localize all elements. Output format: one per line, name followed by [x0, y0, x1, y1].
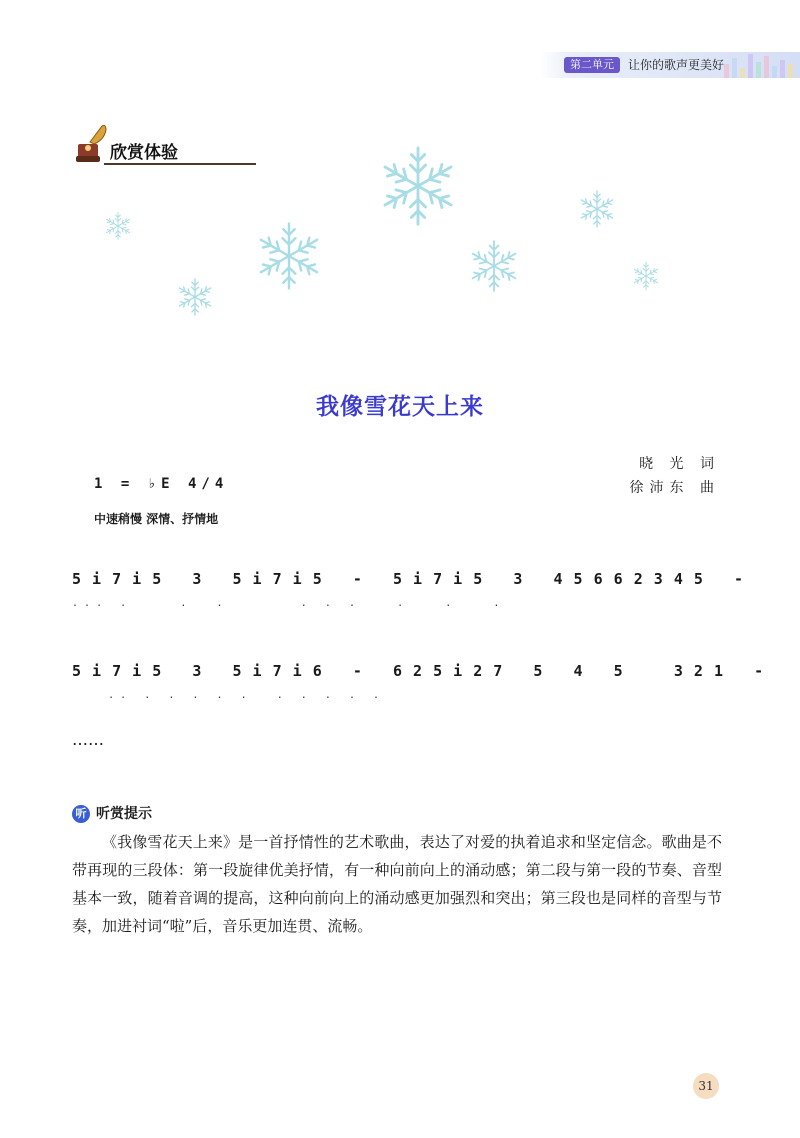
snowflake-icon — [578, 190, 616, 228]
key-signature: 1 = ♭E 4/4 — [94, 476, 229, 492]
tempo-marking: 中速稍慢 深情、抒情地 — [94, 512, 219, 526]
listen-icon: 听 — [72, 805, 90, 823]
page-number: 31 — [693, 1073, 719, 1099]
unit-tag: 第二单元 — [564, 57, 620, 73]
snowflake-icon — [378, 146, 458, 226]
score-ellipsis: …… — [72, 730, 104, 749]
section-title: 欣赏体验 — [110, 143, 178, 163]
snowflake-icon — [632, 262, 660, 290]
score-line-1: 5 i 7 i 5 3 5 i 7 i 5 - 5 i 7 i 5 3 4 5 6 6 2 3 4 5 - — [72, 570, 745, 588]
section-heading — [72, 122, 192, 166]
tips-title: 听赏提示 — [96, 806, 152, 822]
snowflake-icon — [104, 212, 132, 240]
snowflake-icon — [255, 222, 323, 290]
tips-body: 《我像雪花天上来》是一首抒情性的艺术歌曲，表达了对爱的执着追求和坚定信念。歌曲是不带再现的三段体：第一段旋律优美抒情，有一种向前向上的涌动感；第二段与第一段的节奏、音型基本一致，随着音调的提高，这种向前向上的涌动感更加强烈和突出；第三段也是同样的音型与节奏，加进衬词“啦”后，音乐更加连贯、流畅。 — [72, 833, 722, 935]
unit-banner — [540, 52, 800, 78]
banner-decoration — [720, 52, 800, 78]
score-line-1-marks: . . . . . . . . . . . . — [72, 598, 500, 609]
phonograph-icon — [72, 122, 108, 166]
score-line-2: 5 i 7 i 5 3 5 i 7 i 6 - 6 2 5 i 2 7 5 4 5 3 2 1 - — [72, 662, 765, 680]
lyricist: 晓 光 词 — [639, 456, 720, 472]
song-title: 我像雪花天上来 — [316, 394, 484, 420]
section-underline — [104, 163, 256, 165]
snowflake-icon — [468, 240, 520, 292]
unit-subtitle: 让你的歌声更美好 — [628, 58, 725, 72]
song-credits — [630, 452, 720, 500]
snowflake-icon — [176, 278, 214, 316]
score-line-2-marks: . . . . . . . . . . . . — [72, 690, 380, 701]
composer: 徐沛东 曲 — [629, 480, 720, 496]
